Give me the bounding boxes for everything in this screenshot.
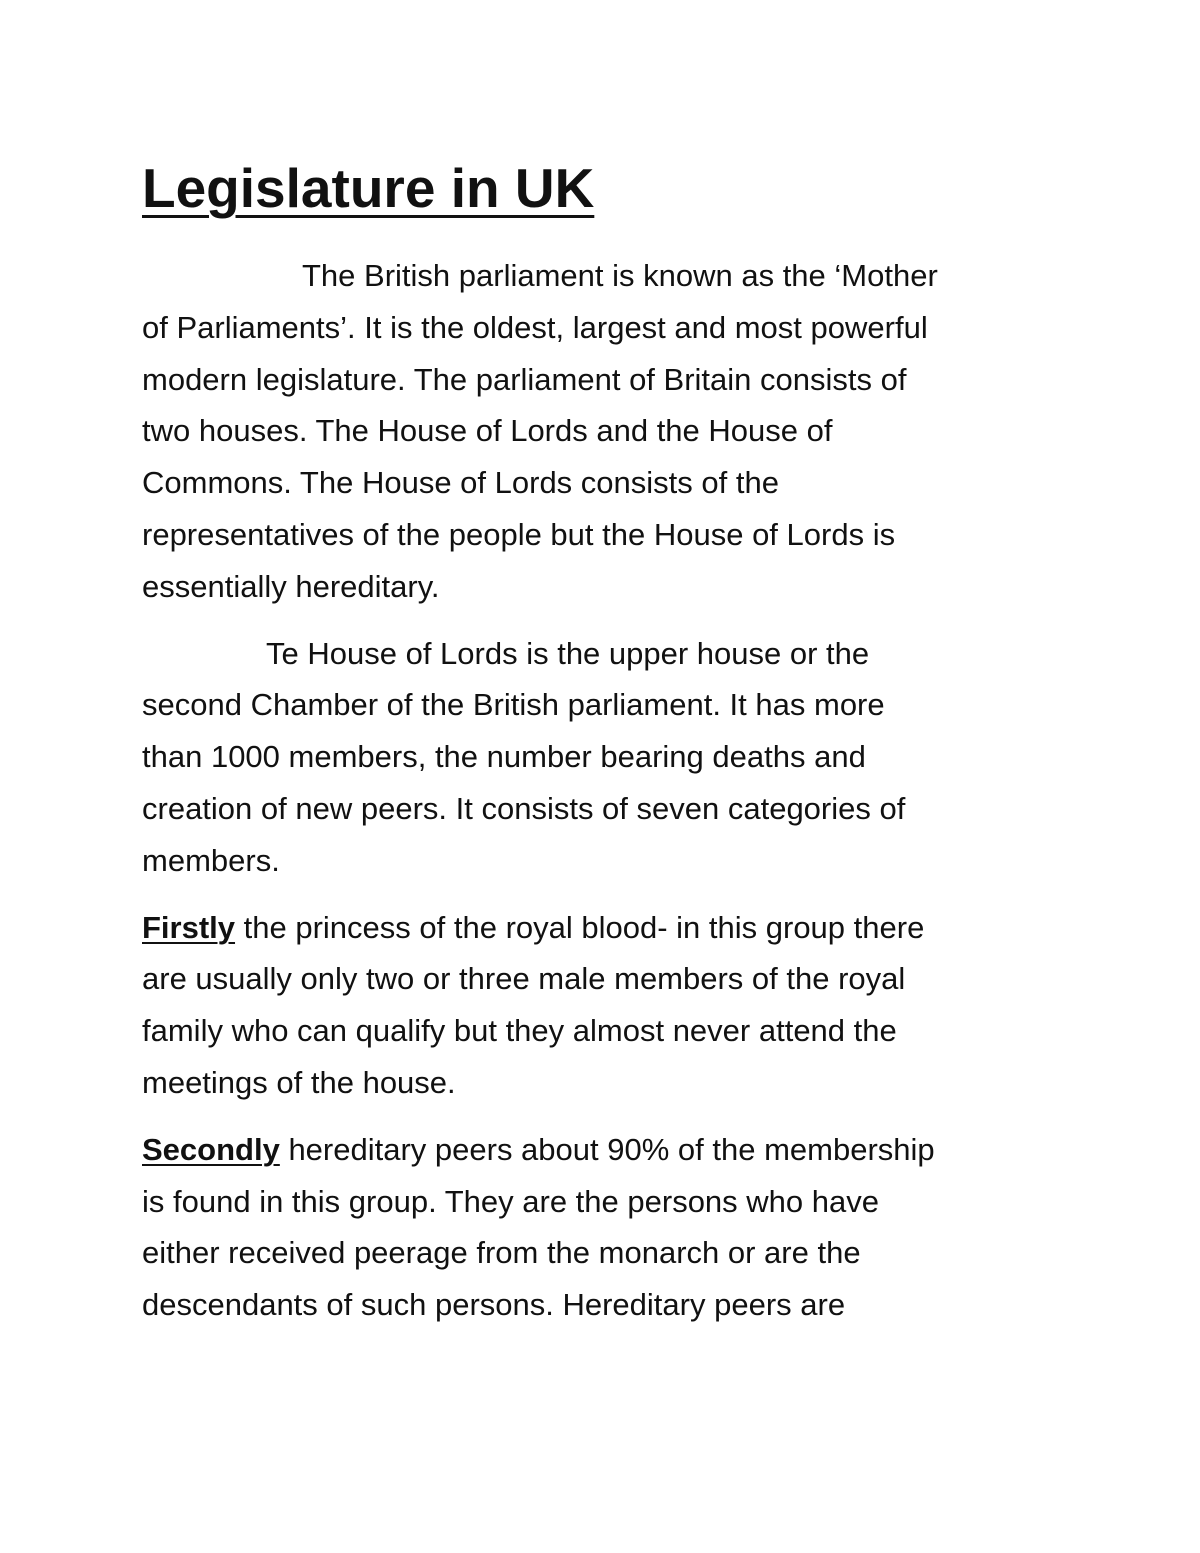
text-fragment: hereditary peers about 90% of the membership [279,1131,935,1167]
text-line: representatives of the people but the House of Lords is [142,516,896,552]
paragraph-lead-secondly: Secondly [142,1131,280,1167]
paragraph-parliament-intro [142,250,1062,613]
document-title: Legislature in UK [142,157,595,219]
text-line: two houses. The House of Lords and the House of [142,413,833,449]
text-line: of Parliaments’. It is the oldest, largest and most powerful [142,309,928,345]
text-line: second Chamber of the British parliament. It has more [142,687,885,723]
paragraph-firstly [142,902,1062,1109]
text-line: are usually only two or three male members of the royal [142,961,906,997]
text-line: The British parliament is known as the ‘Mother [302,258,938,293]
document-body [142,150,1062,1331]
text-line: descendants of such persons. Hereditary peers are [142,1287,846,1323]
text-line: members. [142,842,280,878]
text-fragment: the princess of the royal blood- in this group there [235,909,925,945]
paragraph-secondly [142,1124,1062,1331]
text-line: than 1000 members, the number bearing deaths and [142,739,866,775]
text-line: family who can qualify but they almost never attend the [142,1013,897,1049]
text-line: essentially hereditary. [142,568,440,604]
paragraph-house-of-lords [142,628,1062,887]
text-line: Commons. The House of Lords consists of the [142,465,779,501]
text-line: creation of new peers. It consists of seven categories of [142,790,906,826]
text-line: modern legislature. The parliament of Britain consists of [142,361,907,397]
text-line: either received peerage from the monarch or are the [142,1235,861,1271]
paragraph-lead-firstly: Firstly [142,909,236,945]
text-line: Te House of Lords is the upper house or the [266,635,870,671]
text-line: meetings of the house. [142,1064,456,1100]
text-line [142,1124,1062,1176]
text-line: is found in this group. They are the persons who have [142,1183,879,1219]
text-line [142,902,1062,954]
